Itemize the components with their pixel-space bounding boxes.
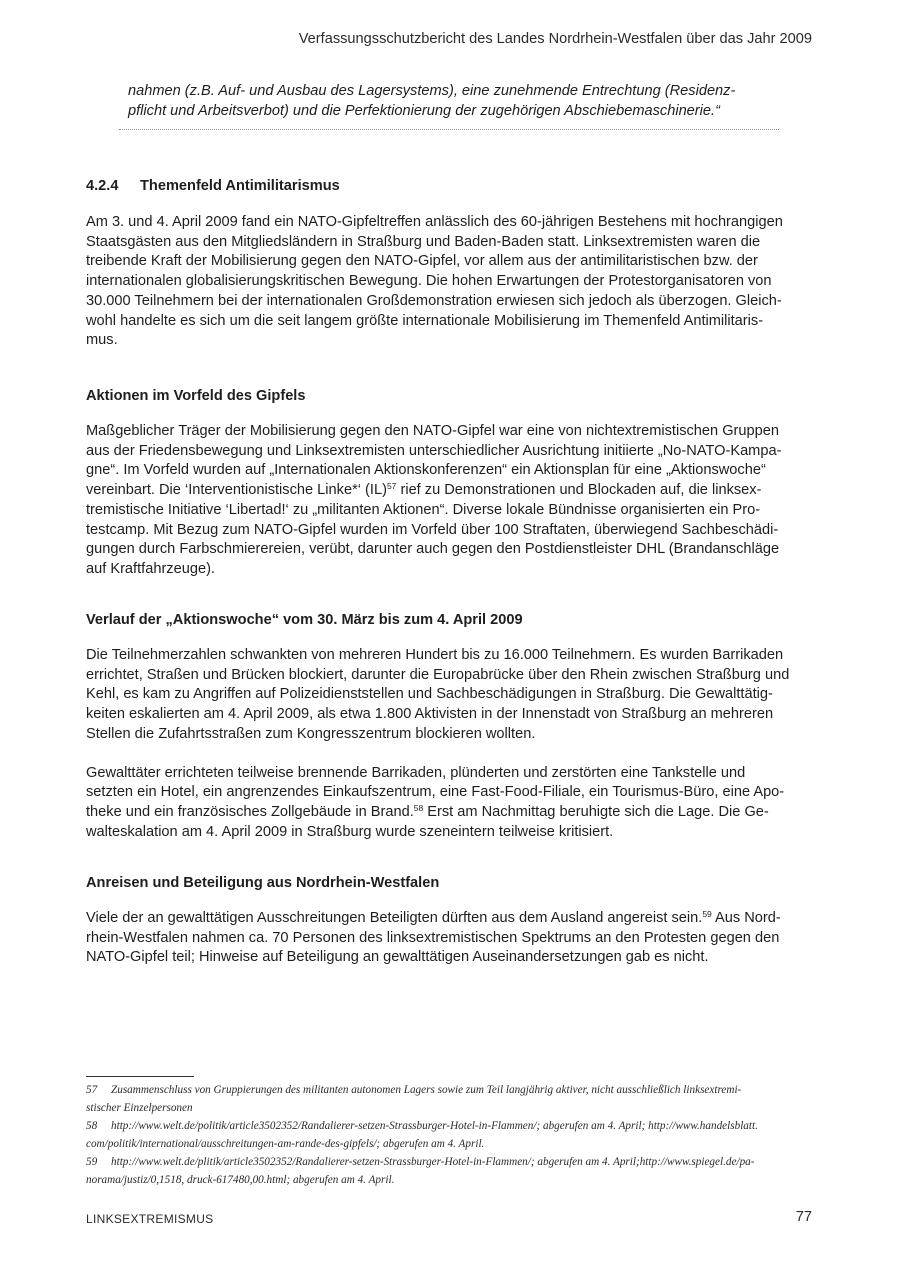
text-line: Gewalttäter errichteten teilweise brennende Barrikaden, plünderten und zerstörten eine Tankstelle und — [86, 764, 746, 781]
footnotes — [86, 1081, 816, 1189]
text-line: setzten ein Hotel, ein angrenzendes Einkaufszentrum, eine Fast-Food-Filiale, ein Tourismus-Büro, eine Apo- — [86, 784, 785, 801]
text-line: testcamp. Mit Bezug zum NATO-Gipfel wurden im Vorfeld über 100 Straftaten, überwiegend Sachbeschädi- — [86, 521, 779, 538]
text-line: 30.000 Teilnehmern bei der internationalen Großdemonstration erwiesen sich jedoch als überzogen. Gleich- — [86, 292, 782, 309]
page-number: 77 — [795, 1209, 812, 1225]
text-line: Am 3. und 4. April 2009 fand ein NATO-Gipfeltreffen anlässlich des 60-jährigen Bestehens mit hochrangigen — [86, 214, 783, 230]
text-line — [86, 909, 816, 929]
text-line: NATO-Gipfel teil; Hinweise auf Beteiligung an gewalttätigen Auseinandersetzungen gab es nicht. — [86, 949, 709, 966]
footnote-58 — [86, 1117, 816, 1153]
text-fragment: rief zu Demonstrationen und Blockaden auf, die linksex- — [396, 482, 762, 499]
section-anreisen-beteiligung — [86, 873, 816, 968]
text-line: tremistische Initiative ‘Libertad!‘ zu „militanten Aktionen“. Diverse lokale Bündnisse organisierten ein Pro- — [86, 501, 761, 518]
footnote-link[interactable]: norama/justiz/0,1518, druck-617480,00.html; abgerufen am 4. April. — [86, 1174, 395, 1186]
footnote-ref-58[interactable]: 58 — [413, 802, 424, 813]
footnote-link[interactable]: http://www.welt.de/plitik/article3502352/Randalierer-setzen-Strassburger-Hotel-in-Flammen/; abgerufen am 4. April;http://www.spiegel.de/pa- — [111, 1156, 755, 1168]
paragraph — [86, 764, 816, 843]
footnote-link[interactable]: http://www.welt.de/politik/article3502352/Randalierer-setzen-Strassburger-Hotel-in-Flammen/; abgerufen am 4. April; http://www.handelsblatt. — [111, 1120, 758, 1132]
quote-block — [128, 81, 778, 121]
footnote-line — [86, 1117, 816, 1135]
section-themenfeld-antimilitarismus — [86, 176, 816, 351]
text-line: Stellen die Zufahrtsstraßen zum Kongresszentrum blockieren wollten. — [86, 725, 536, 742]
quote-divider — [119, 129, 779, 130]
text-line: rhein-Westfalen nahmen ca. 70 Personen des linksextremistischen Spektrums an den Protesten gegen den — [86, 929, 780, 946]
paragraph — [86, 646, 816, 745]
section-title: Aktionen im Vorfeld des Gipfels — [86, 388, 306, 404]
footnote-ref-57[interactable]: 57 — [386, 481, 397, 492]
footnote-ref-59[interactable]: 59 — [702, 909, 712, 919]
text-line: internationalen globalisierungskritischen Bewegung. Die hohen Erwartungen der Protestorganisatoren von — [86, 273, 772, 290]
footnote-separator — [86, 1076, 194, 1077]
text-line: aus der Friedensbewegung und Linksextremisten unterschiedlicher Ausrichtung initiierte „No-NATO-Kampa- — [86, 442, 782, 459]
text-fragment: Aus Nord- — [711, 910, 781, 926]
paragraph — [86, 213, 816, 351]
section-title: Verlauf der „Aktionswoche“ vom 30. März bis zum 4. April 2009 — [86, 612, 523, 628]
text-fragment: vereinbart. Die ‘Interventionistische Linke*‘ (IL) — [86, 482, 387, 499]
quote-line: nahmen (z.B. Auf- und Ausbau des Lagersystems), eine zunehmende Entrechtung (Residenz- — [128, 83, 736, 99]
text-fragment: Erst am Nachmittag beruhigte sich die Lage. Die Ge- — [423, 803, 769, 820]
footnote-line: stischer Einzelpersonen — [86, 1102, 193, 1114]
text-line: walteskalation am 4. April 2009 in Straßburg wurde szeneintern teilweise kritisiert. — [86, 823, 614, 840]
text-line: Die Teilnehmerzahlen schwankten von mehreren Hundert bis zu 16.000 Teilnehmern. Es wurden Barrikaden — [86, 647, 784, 663]
footnote-line — [86, 1153, 816, 1171]
text-line — [86, 481, 816, 501]
text-line: treibende Kraft der Mobilisierung gegen den NATO-Gipfel, vor allem aus der antimilitaristischen bzw. der — [86, 253, 758, 270]
footnote-number: 59 — [86, 1156, 98, 1168]
footnote-text: Zusammenschluss von Gruppierungen des militanten autonomen Lagers sowie zum Teil langjährig aktiver, nicht ausschließlich linksextremi- — [111, 1084, 742, 1096]
footnote-number: 57 — [86, 1084, 98, 1096]
text-line: gne“. Im Vorfeld wurden auf „Internationalen Aktionskonferenzen“ ein Aktionsplan für eine „Aktionswoche“ — [86, 462, 766, 479]
text-line: Maßgeblicher Träger der Mobilisierung gegen den NATO-Gipfel war eine von nichtextremistischen Gruppen — [86, 423, 780, 439]
text-line: gungen durch Farbschmierereien, verübt, darunter auch gegen den Postdienstleister DHL (Brandanschläge — [86, 541, 780, 558]
text-line: errichtet, Straßen und Brücken blockiert, darunter die Europabrücke über den Rhein zwischen Straßburg und — [86, 666, 790, 683]
text-line: Staatsgästen aus den Mitgliedsländern in Straßburg und Baden-Baden statt. Linksextremisten waren die — [86, 233, 761, 250]
footnote-number: 58 — [86, 1120, 98, 1132]
footnote-57 — [86, 1081, 816, 1117]
section-heading — [86, 176, 816, 196]
text-fragment: Viele der an gewalttätigen Ausschreitungen Beteiligten dürften aus dem Ausland angereist sein. — [86, 910, 703, 926]
paragraph — [86, 909, 816, 968]
text-fragment: theke und ein französisches Zollgebäude in Brand. — [86, 803, 414, 820]
footnote-59 — [86, 1153, 816, 1189]
footnote-line — [86, 1081, 816, 1099]
section-aktionen-im-vorfeld — [86, 386, 816, 580]
footnote-link[interactable]: com/politik/international/ausschreitungen-am-rande-des-gipfels/; abgerufen am 4. April. — [86, 1138, 485, 1150]
text-line: wohl handelte es sich um die seit langem größte internationale Mobilisierung im Themenfeld Antimilitaris- — [86, 312, 764, 329]
paragraph — [86, 422, 816, 580]
text-line: auf Kraftfahrzeuge). — [86, 560, 215, 577]
text-line: mus. — [86, 332, 118, 349]
footer-section-label: LINKSEXTREMISMUS — [86, 1212, 214, 1226]
section-number: 4.2.4 — [86, 178, 119, 194]
quote-line: pflicht und Arbeitsverbot) und die Perfektionierung der zugehörigen Abschiebemaschinerie.“ — [128, 103, 720, 119]
section-title: Anreisen und Beteiligung aus Nordrhein-Westfalen — [86, 875, 440, 891]
text-line — [86, 803, 816, 823]
section-verlauf-aktionswoche — [86, 610, 816, 842]
running-header: Verfassungsschutzbericht des Landes Nordrhein-Westfalen über das Jahr 2009 — [298, 31, 812, 47]
text-line: Kehl, es kam zu Angriffen auf Polizeidienststellen und Sachbeschädigungen in Straßburg. Die Gewalttätig- — [86, 686, 773, 703]
section-title: Themenfeld Antimilitarismus — [140, 178, 340, 194]
text-line: keiten eskalierten am 4. April 2009, als etwa 1.800 Aktivisten in der Innenstadt von Straßburg an mehreren — [86, 706, 774, 723]
